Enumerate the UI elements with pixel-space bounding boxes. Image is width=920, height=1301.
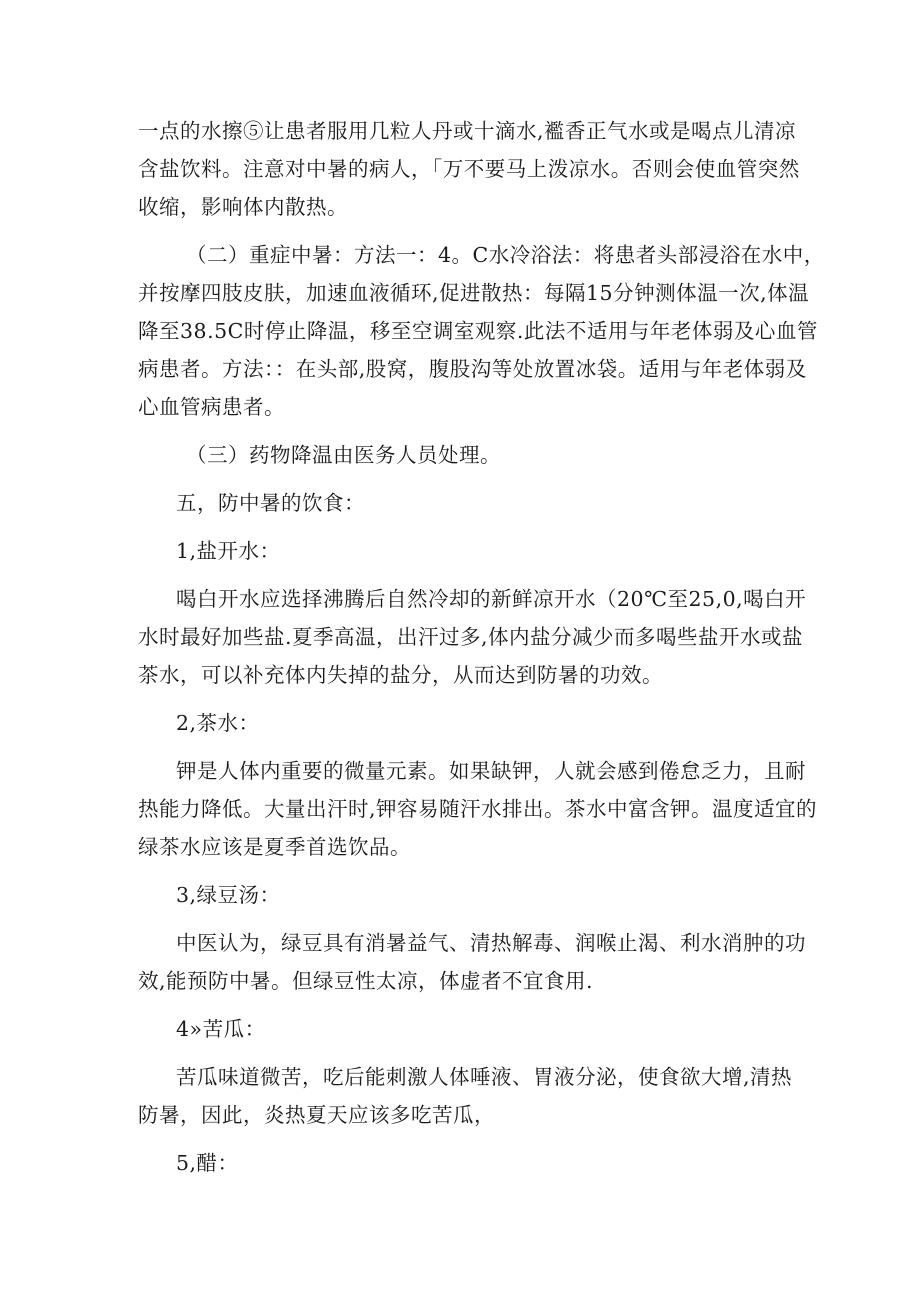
text-line: 含盐饮料。注意对中暑的病人，「万不要马上泼凉水。否则会使血管突然	[138, 157, 800, 181]
item-heading-salt-water	[138, 532, 788, 570]
paragraph-mung-bean	[138, 924, 806, 1000]
text-line: 热能力降低。大量出汗时,钾容易随汗水排出。茶水中富含钾。温度适宜的	[138, 797, 818, 821]
section-heading: 五，防中暑的饮食：	[176, 491, 365, 515]
text-line: 心血管病患者。	[138, 395, 285, 419]
text-line: （三）药物降温由医务人员处理。	[186, 443, 501, 467]
paragraph-salt-water	[138, 580, 807, 694]
text-line: 并按摩四肢皮肤，加速血液循环,促进散热：每隔15分钟测体温一次,体温	[138, 281, 810, 305]
paragraph-first-aid-mild	[138, 112, 800, 226]
section-heading-diet	[138, 484, 788, 522]
document-body	[138, 112, 825, 1182]
item-heading-bitter-melon	[138, 1010, 788, 1048]
text-line: 收缩，影响体内散热。	[138, 195, 348, 219]
item-heading: 5,醋：	[176, 1151, 239, 1175]
paragraph-drug-cooling	[138, 436, 788, 474]
text-line: （二）重症中暑：方法一：4。C水冷浴法：将患者头部浸浴在水中，	[186, 243, 825, 267]
item-heading: 3,绿豆汤：	[176, 883, 281, 907]
text-line: 茶水，可以补充体内失掉的盐分，从而达到防暑的功效。	[138, 663, 663, 687]
item-heading: 4»苦瓜：	[176, 1017, 266, 1041]
text-line: 降至38.5C时停止降温，移至空调室观察.此法不适用与年老体弱及心血管	[138, 319, 818, 343]
item-heading: 2,茶水：	[176, 711, 260, 735]
text-line: 水时最好加些盐.夏季高温，出汗过多,体内盐分减少而多喝些盐开水或盐	[138, 625, 804, 649]
text-line: 喝白开水应选择沸腾后自然冷却的新鲜凉开水（20℃至25,0,喝白开	[176, 587, 807, 611]
text-line: 钾是人体内重要的微量元素。如果缺钾，人就会感到倦怠乏力，且耐	[176, 759, 806, 783]
text-line: 一点的水擦⑤让患者服用几粒人丹或十滴水,襤香正气水或是喝点儿清凉	[138, 119, 797, 143]
text-line: 效,能预防中暑。但绿豆性太凉，体虚者不宜食用.	[138, 969, 594, 993]
item-heading-mung-bean	[138, 876, 788, 914]
item-heading-vinegar	[138, 1144, 788, 1182]
text-line: 绿茶水应该是夏季首选饮品。	[138, 835, 411, 859]
text-line: 防暑，因此，炎热夏天应该多吃苦瓜，	[138, 1103, 495, 1127]
text-line: 苦瓜味道微苦，吃后能刺激人体唾液、胃液分泌，使食欲大增,清热	[176, 1065, 793, 1089]
text-line: 中医认为，绿豆具有消暑益气、清热解毒、润喉止渴、利水消肿的功	[176, 931, 806, 955]
paragraph-bitter-melon	[138, 1058, 793, 1134]
text-line: 病患者。方法：：在头部,股窝，腹股沟等处放置冰袋。适用与年老体弱及	[138, 357, 807, 381]
paragraph-tea	[138, 752, 818, 866]
item-heading: 1,盐开水：	[176, 539, 281, 563]
paragraph-severe-heatstroke	[138, 236, 825, 426]
item-heading-tea	[138, 704, 788, 742]
